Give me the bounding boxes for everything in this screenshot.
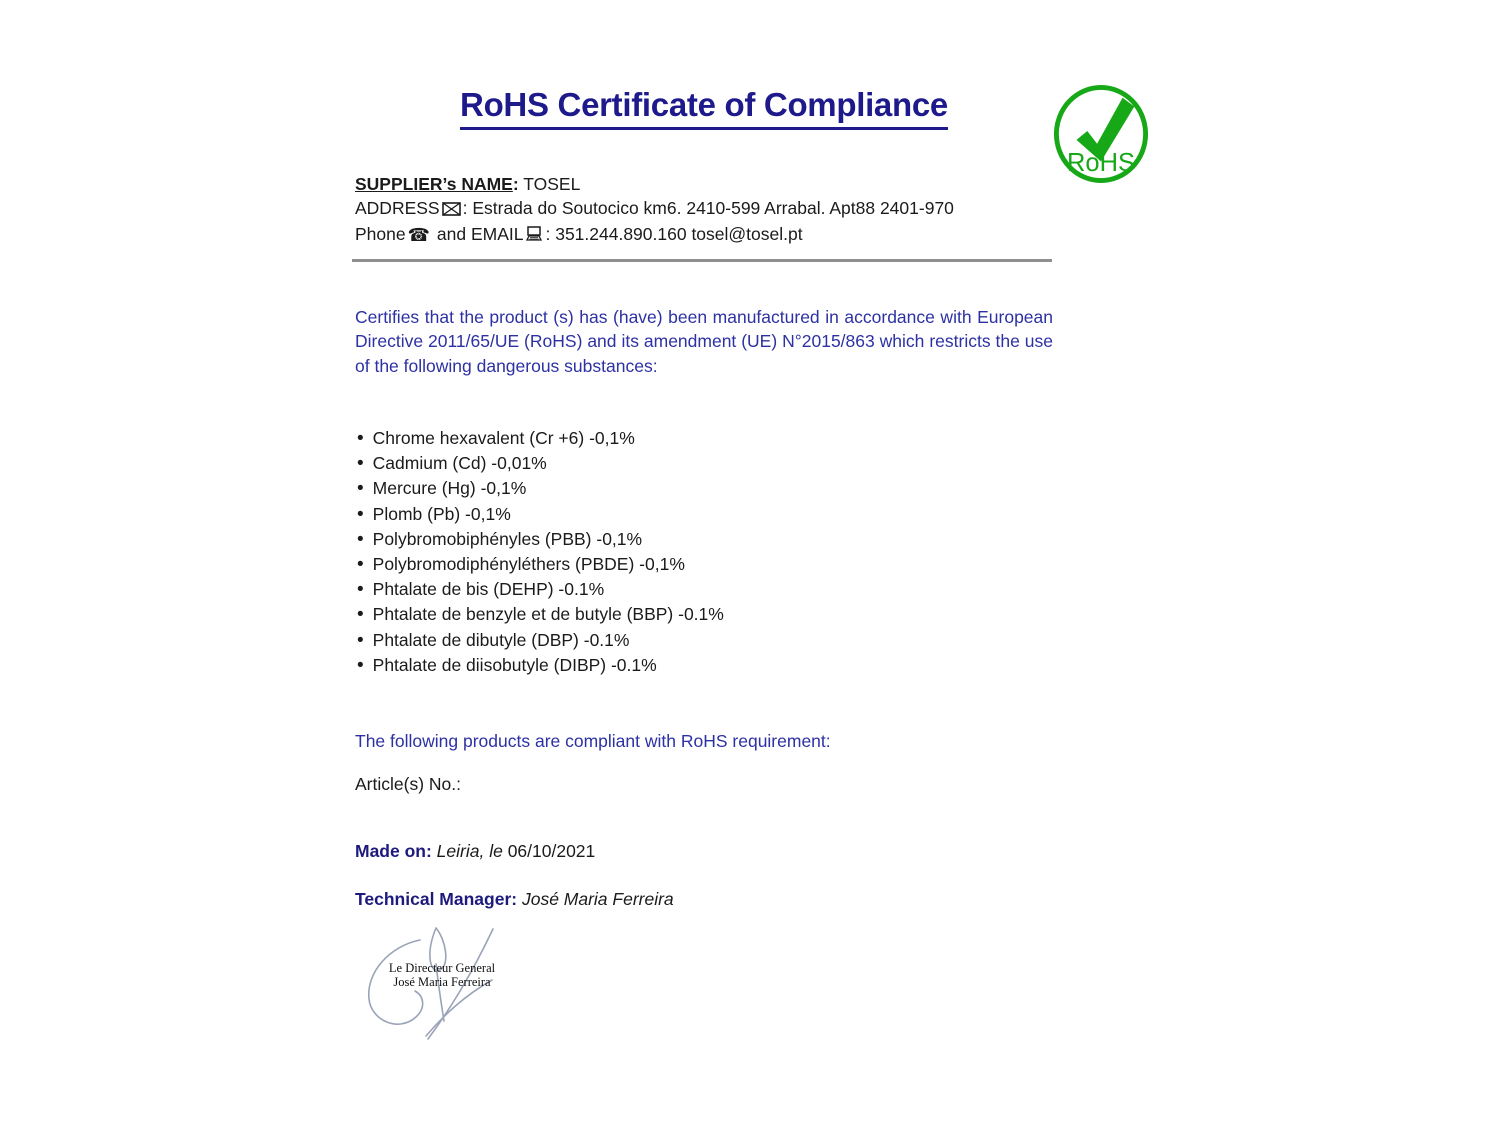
statement-paragraph: Certifies that the product (s) has (have) been manufactured in accordance with European Directive 2011/65/UE (RoHS) and its amendment (UE) N°2015/863 which restricts the use of the following dangerous substances: bbox=[355, 307, 1053, 376]
compliance-line: The following products are compliant with RoHS requirement: bbox=[355, 731, 831, 751]
page-title: RoHS Certificate of Compliance bbox=[460, 86, 948, 130]
substance-item: • Chrome hexavalent (Cr +6) -0,1% bbox=[357, 426, 1055, 451]
manager-name: José Maria Ferreira bbox=[517, 889, 674, 909]
rohs-logo bbox=[1052, 84, 1150, 184]
substance-item: • Polybromodiphényléthers (PBDE) -0,1% bbox=[357, 552, 1055, 577]
divider bbox=[352, 259, 1052, 262]
made-on-place: Leiria, le bbox=[431, 841, 503, 861]
made-on-line bbox=[355, 841, 1053, 862]
address-label: ADDRESS bbox=[355, 198, 440, 218]
signature-text bbox=[378, 962, 506, 989]
substance-item: • Phtalate de benzyle et de butyle (BBP) -0.1% bbox=[357, 602, 1055, 627]
signature-name: José Maria Ferreira bbox=[393, 974, 491, 989]
signature-title: Le Directeur General bbox=[388, 961, 496, 975]
substance-item: • Phtalate de dibutyle (DBP) -0.1% bbox=[357, 628, 1055, 653]
supplier-block bbox=[355, 172, 1053, 248]
supplier-name-label: SUPPLIER’s NAME bbox=[355, 174, 513, 194]
substance-item: • Plomb (Pb) -0,1% bbox=[357, 502, 1055, 527]
substance-item: • Polybromobiphényles (PBB) -0,1% bbox=[357, 527, 1055, 552]
supplier-name-line bbox=[355, 172, 1053, 196]
logo-label: RoHS bbox=[1067, 149, 1135, 178]
contact-value: : 351.244.890.160 tosel@tosel.pt bbox=[545, 224, 803, 244]
substance-item: • Cadmium (Cd) -0,01% bbox=[357, 451, 1055, 476]
made-on-date: 06/10/2021 bbox=[502, 841, 596, 861]
email-label: and EMAIL bbox=[432, 224, 524, 244]
phone-label: Phone bbox=[355, 224, 406, 244]
computer-icon bbox=[525, 224, 543, 248]
supplier-name-value: TOSEL bbox=[518, 174, 581, 194]
substance-item: • Phtalate de bis (DEHP) -0.1% bbox=[357, 577, 1055, 602]
supplier-address-line bbox=[355, 196, 1053, 222]
made-on-label: Made on: bbox=[355, 841, 432, 861]
phone-icon: ☎ bbox=[407, 225, 431, 246]
technical-manager-line bbox=[355, 889, 1053, 910]
address-value: : Estrada do Soutocico km6. 2410-599 Arrabal. Apt88 2401-970 bbox=[462, 198, 954, 218]
substance-item: • Phtalate de diisobutyle (DIBP) -0.1% bbox=[357, 653, 1055, 678]
substance-item: • Mercure (Hg) -0,1% bbox=[357, 476, 1055, 501]
title-wrap bbox=[355, 86, 1053, 130]
manager-label: Technical Manager: bbox=[355, 889, 518, 909]
envelope-icon bbox=[442, 198, 461, 222]
article-number-label: Article(s) No.: bbox=[355, 774, 461, 794]
supplier-contact-line bbox=[355, 222, 1053, 248]
supplier-name-colon: : bbox=[512, 174, 519, 194]
substances-list bbox=[357, 426, 1055, 678]
